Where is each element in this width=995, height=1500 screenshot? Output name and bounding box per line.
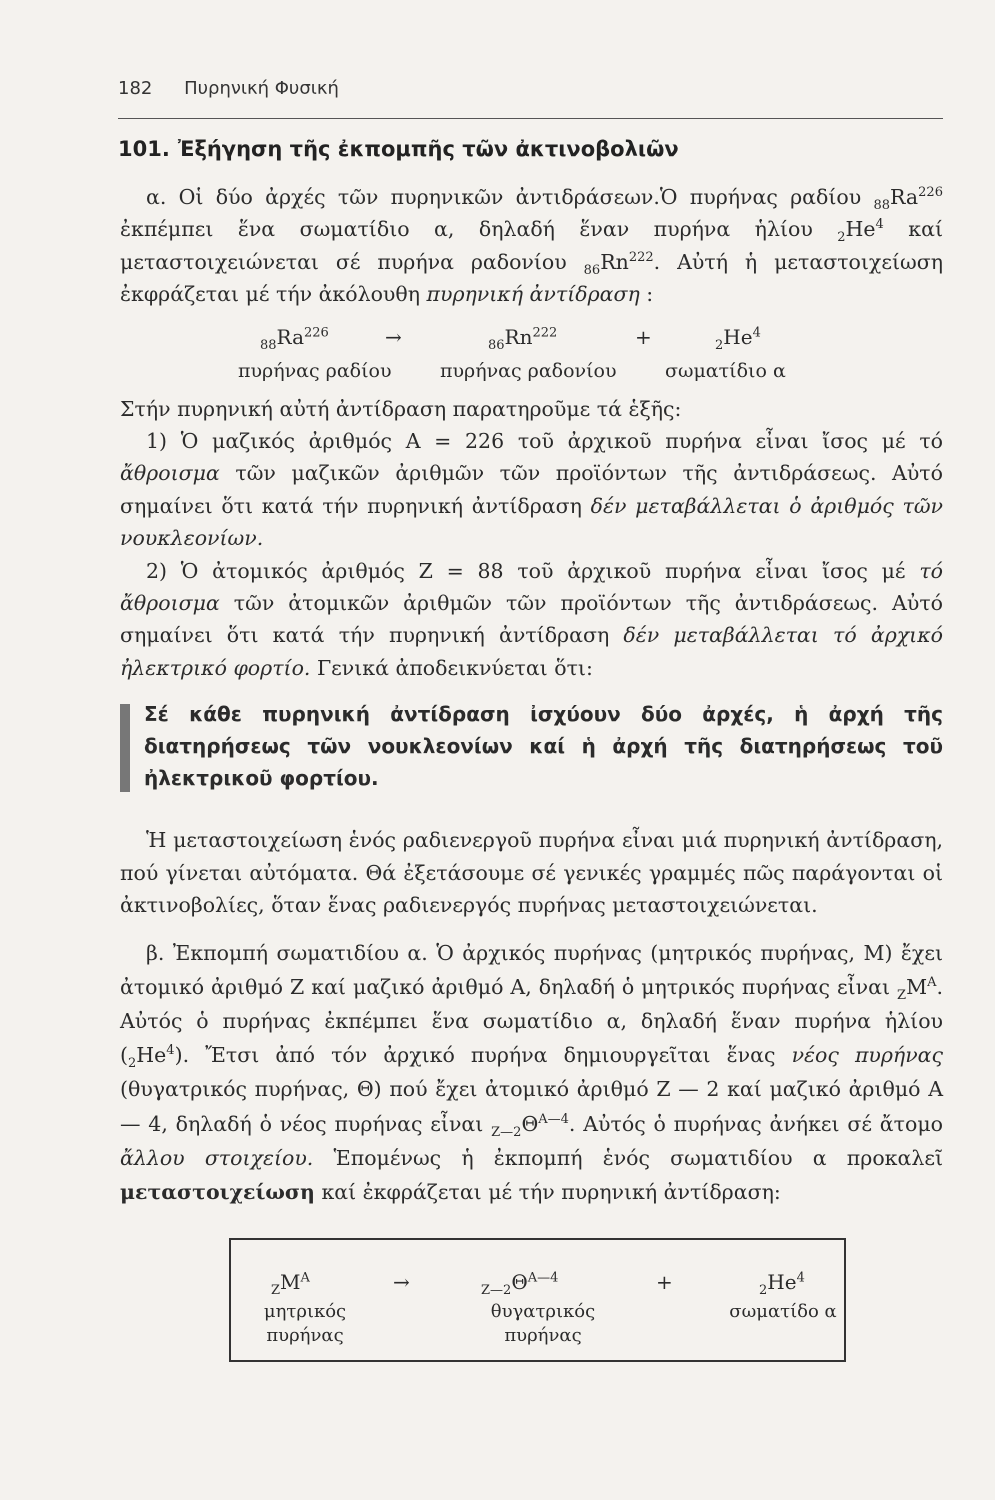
- body-text: [120, 181, 943, 1209]
- paragraph-principles: [120, 181, 943, 311]
- m-mass-number: A: [927, 974, 937, 990]
- paragraph-transmutation: Ἡ μεταστοιχείωση ἑνός ραδιενεργοῦ πυρήνα εἶναι μιά πυρηνική ἀντίδραση, πού γίνεται αὐτόματα. Θά ἐξετάσουμε σέ γενικές γραμμές πῶς παράγονται οἱ ἀκτινοβολίες, ὅταν ἕνας ραδιενεργός πυρήνας μεταστοιχειώνεται.: [120, 828, 943, 918]
- label-daughter: [483, 1300, 603, 1348]
- t-atomic-number: Z—2: [491, 1124, 522, 1140]
- mass-number: 4: [796, 1270, 805, 1286]
- principle-statement: Σέ κάθε πυρηνική ἀντίδραση ἰσχύουν δύο ἀρχές, ἡ ἀρχή τῆς διατηρήσεως τῶν νουκλεονίων καί ἡ ἀρχή τῆς διατηρήσεως τοῦ ἠλεκτρικοῦ φορτίου.: [144, 702, 943, 791]
- he-atomic-number: 2: [837, 230, 846, 246]
- emphasis: δέν μεταβάλλεται τό ἀρχικό ἠλεκτρικό φορτίο.: [120, 623, 943, 680]
- mass-number: A: [300, 1270, 310, 1286]
- symbol: Θ: [511, 1270, 528, 1294]
- emphasis: ἄθροισμα: [120, 461, 220, 486]
- text-run: :: [639, 282, 654, 307]
- label-radon: πυρήνας ραδονίου: [440, 359, 617, 382]
- ra-mass-number: 226: [918, 185, 943, 201]
- section-title: Ἐξήγηση τῆς ἐκπομπῆς τῶν ἀκτινοβολιῶν: [177, 137, 679, 161]
- plus-sign: +: [635, 324, 652, 349]
- label-alpha: σωματίδιο α: [665, 359, 786, 382]
- conservation-principles-box: [120, 698, 943, 794]
- symbol: M: [280, 1270, 301, 1294]
- label-line: πυρήνας: [504, 1325, 582, 1346]
- emphasis: πυρηνική ἀντίδραση: [426, 282, 640, 307]
- text-run: . Αὐτή ἡ μεταστοιχείωση ἐκφράζεται μέ τήν ἀκόλουθη: [120, 249, 943, 307]
- helium-nucleus: [759, 1270, 805, 1298]
- section-heading: [118, 137, 943, 161]
- he-mass-number: 4: [166, 1043, 175, 1059]
- emphasis: ἄλλου στοιχείου.: [120, 1145, 314, 1170]
- item-atomic-number: [120, 555, 943, 685]
- t-symbol: Θ: [521, 1111, 539, 1136]
- t-mass-number: A—4: [538, 1111, 569, 1127]
- subsection-lead: α. Οἱ δύο ἀρχές τῶν πυρηνικῶν ἀντιδράσεων.: [146, 185, 660, 209]
- running-header: [118, 78, 943, 99]
- text-run: ). Ἔτσι ἀπό τόν ἀρχικό πυρήνα δημιουργεῖται ἕνας: [174, 1043, 792, 1068]
- symbol: He: [723, 324, 753, 349]
- text-run: Γενικά ἀποδεικνύεται ὅτι:: [310, 655, 593, 680]
- daughter-nucleus: [481, 1270, 559, 1298]
- atomic-number: 2: [759, 1283, 768, 1298]
- atomic-number: Z—2: [481, 1283, 512, 1298]
- helium-nucleus: [715, 321, 761, 353]
- text-run: Ὁ πυρήνας ραδίου: [659, 185, 874, 209]
- label-line: μητρικός: [263, 1301, 347, 1322]
- m-atomic-number: Z: [897, 987, 907, 1003]
- ra-symbol: Ra: [890, 185, 919, 209]
- text-run: καί μεταστοιχειώνεται σέ πυρήνα ραδονίου: [120, 217, 943, 274]
- paragraph-alpha-emission: [120, 936, 943, 1210]
- atomic-number: 86: [488, 337, 505, 353]
- text-run: τῶν μαζικῶν ἀριθμῶν τῶν προϊόντων τῆς ἀντιδράσεως. Αὐτό σημαίνει ὅτι κατά τήν πυρηνική ἀντίδραση: [120, 461, 943, 518]
- label-line: πυρήνας: [266, 1325, 344, 1346]
- symbol: He: [767, 1270, 797, 1294]
- radon-nucleus: [488, 321, 557, 353]
- label-alpha: [723, 1300, 843, 1324]
- mass-number: A—4: [527, 1270, 559, 1286]
- reaction-equation-radium: [120, 313, 943, 393]
- rn-mass-number: 222: [628, 249, 654, 265]
- symbol: Rn: [504, 324, 533, 349]
- text-run: 2) Ὁ ἀτομικός ἀριθμός Ζ = 88 τοῦ ἀρχικοῦ πυρήνα εἶναι ἴσος μέ: [146, 558, 920, 583]
- label-line: σωματίδο α: [729, 1301, 837, 1322]
- ra-atomic-number: 88: [873, 198, 891, 214]
- text-run: β. Ἐκπομπή σωματιδίου α. Ὁ ἀρχικός πυρήνας (μητρικός πυρήνας, Μ) ἔχει ἀτομικό ἀριθμό Ζ καί μαζικό ἀριθμό Α, δηλαδή ὁ μητρικός πυρήνας εἶναι: [120, 940, 943, 999]
- margin-bar: [120, 704, 130, 792]
- text-run: ἐκπέμπει ἕνα σωματίδιο α, δηλαδή ἕναν πυρήνα ἡλίου: [120, 217, 838, 242]
- mass-number: 222: [532, 324, 558, 340]
- he-atomic-number: 2: [128, 1056, 137, 1072]
- text-run: . Αὐτός ὁ πυρήνας ἐκπέμπει ἕνα σωματίδιο α, δηλαδή ἕναν πυρήνα ἡλίου (: [120, 974, 943, 1068]
- general-alpha-reaction-box: [229, 1238, 846, 1362]
- label-mother: [255, 1300, 355, 1348]
- atomic-number: 88: [260, 337, 277, 353]
- mother-nucleus: [271, 1270, 310, 1298]
- label-line: θυγατρικός: [490, 1301, 596, 1322]
- page-number: 182: [118, 78, 153, 99]
- header-rule: [118, 118, 943, 119]
- plus-sign: +: [656, 1270, 673, 1294]
- rn-atomic-number: 86: [583, 262, 601, 278]
- paragraph-observations: Στήν πυρηνική αὐτή ἀντίδραση παρατηροῦμε τά ἑξῆς:: [120, 396, 682, 421]
- reaction-arrow: →: [385, 324, 402, 349]
- text-run: καί ἐκφράζεται μέ τήν πυρηνική ἀντίδραση:: [314, 1179, 781, 1204]
- he-symbol: He: [136, 1043, 167, 1068]
- symbol: Ra: [276, 324, 304, 349]
- text-run: (θυγατρικός πυρήνας, Θ) πού ἔχει ἀτομικό ἀριθμό Ζ — 2 καί μαζικό ἀριθμό Α — 4, δηλαδή ὁ νέος πυρήνας εἶναι: [120, 1077, 943, 1136]
- he-symbol: He: [845, 217, 876, 242]
- label-radium: πυρήνας ραδίου: [238, 359, 392, 382]
- rn-symbol: Rn: [600, 249, 629, 274]
- radium-nucleus: [260, 321, 329, 353]
- bold-term: μεταστοιχείωση: [120, 1179, 315, 1204]
- running-title: Πυρηνική Φυσική: [184, 78, 339, 99]
- m-symbol: M: [906, 974, 928, 999]
- atomic-number: Z: [271, 1283, 281, 1298]
- text-run: τῶν ἀτομικῶν ἀριθμῶν τῶν προϊόντων τῆς ἀντιδράσεως. Αὐτό σημαίνει ὅτι κατά τήν πυρηνική ἀντίδραση: [120, 591, 943, 648]
- he-mass-number: 4: [875, 217, 884, 233]
- reaction-arrow: →: [393, 1270, 410, 1294]
- emphasis: δέν μεταβάλλεται ὁ ἀριθμός τῶν νουκλεονίων.: [120, 493, 943, 551]
- text-run: 1) Ὁ μαζικός ἀριθμός Α = 226 τοῦ ἀρχικοῦ πυρήνα εἶναι ἴσος μέ τό: [146, 429, 943, 454]
- emphasis: νέος πυρήνας: [791, 1043, 944, 1068]
- item-mass-number: [120, 425, 943, 555]
- mass-number: 226: [304, 324, 329, 340]
- atomic-number: 2: [715, 337, 724, 353]
- text-run: . Αὐτός ὁ πυρήνας ἀνήκει σέ ἄτομο: [568, 1111, 943, 1136]
- mass-number: 4: [752, 324, 761, 340]
- section-number: 101.: [118, 137, 170, 161]
- text-run: Ἑπομένως ἡ ἐκπομπή ἑνός σωματιδίου α προκαλεῖ: [313, 1145, 943, 1170]
- emphasis: τό ἄθροισμα: [120, 558, 943, 616]
